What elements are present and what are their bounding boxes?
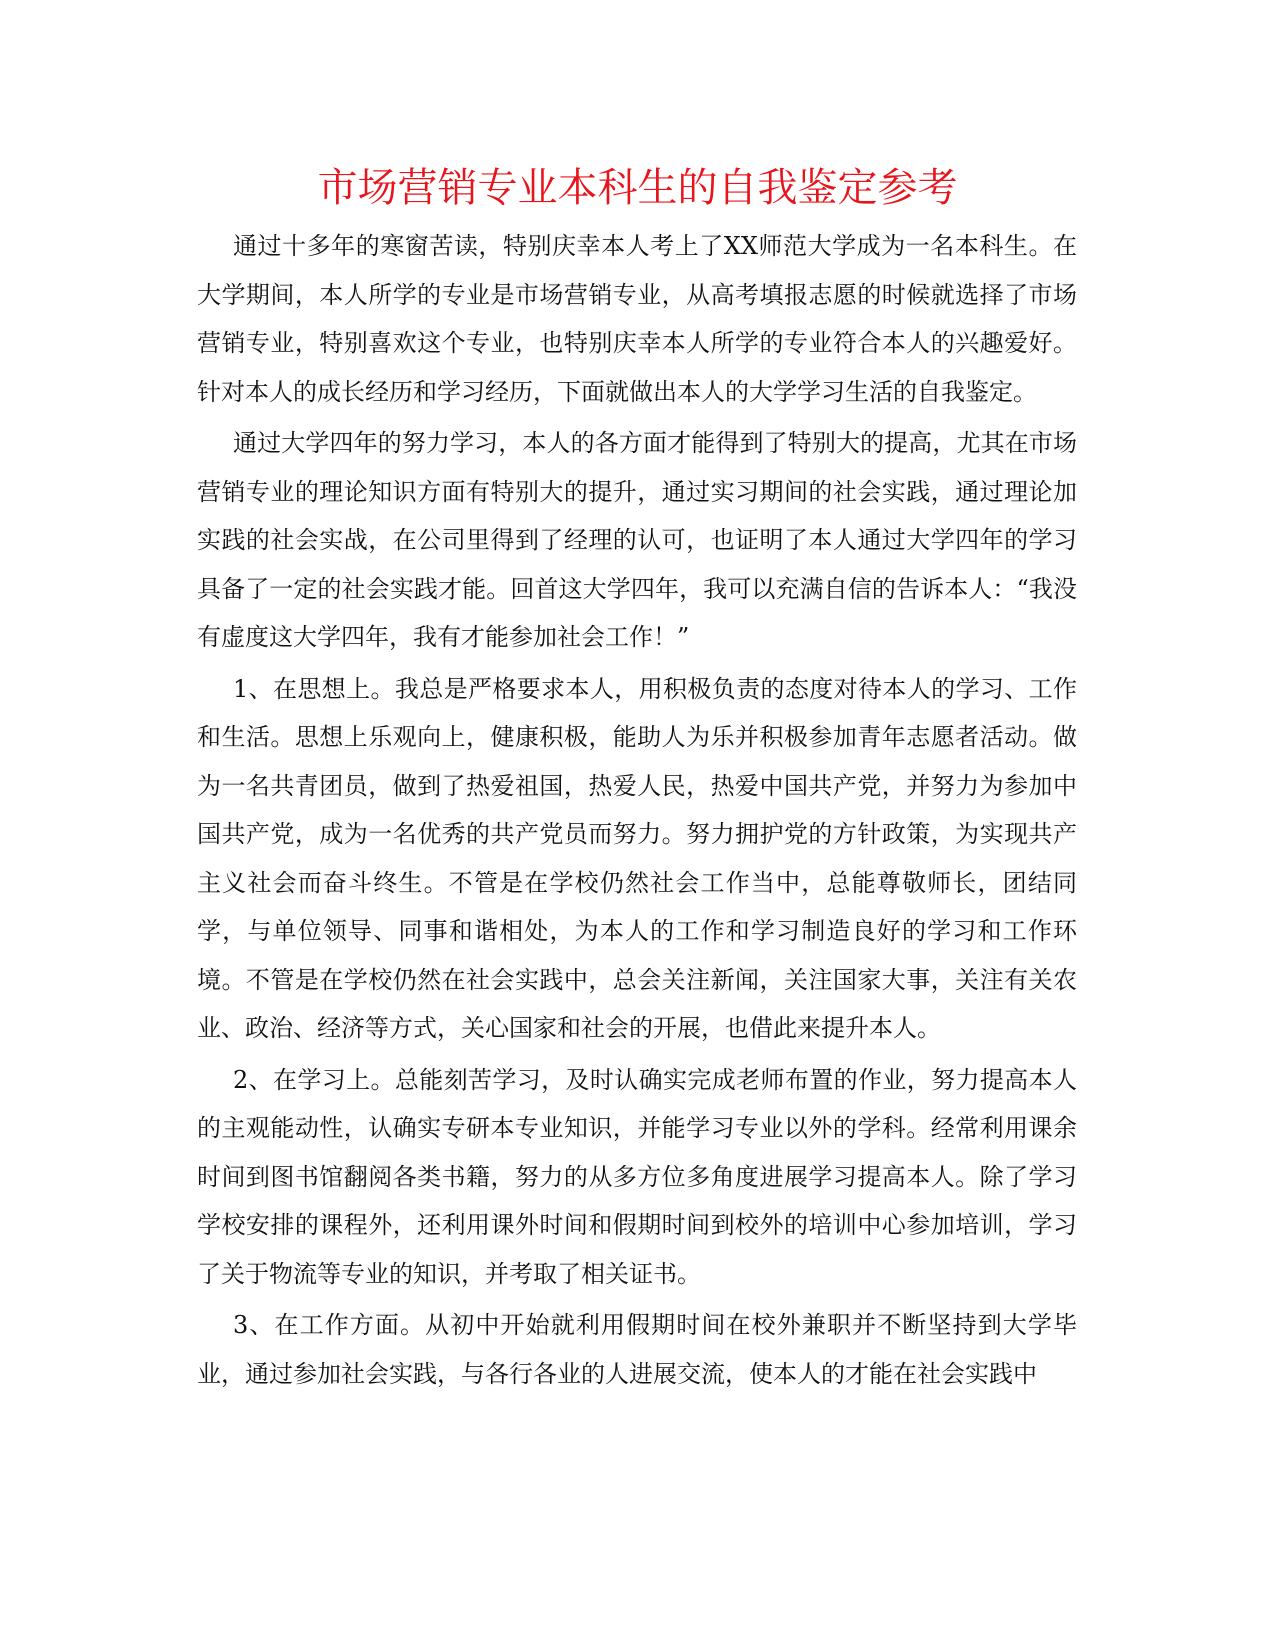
document-body bbox=[197, 222, 1077, 1398]
paragraph-work: 3、在工作方面。从初中开始就利用假期时间在校外兼职并不断坚持到大学毕业，通过参加社会实践，与各行各业的人进展交流，使本人的才能在社会实践中 bbox=[197, 1311, 1077, 1388]
paragraph-study: 2、在学习上。总能刻苦学习，及时认确实完成老师布置的作业，努力提高本人的主观能动性，认确实专研本专业知识，并能学习专业以外的学科。经常利用课余时间到图书馆翻阅各类书籍，努力的从多方位多角度进展学习提高本人。除了学习学校安排的课程外，还利用课外时间和假期时间到校外的培训中心参加培训，学习了关于物流等专业的知识，并考取了相关证书。 bbox=[197, 1065, 1077, 1288]
paragraph-intro: 通过十多年的寒窗苦读，特别庆幸本人考上了XX师范大学成为一名本科生。在大学期间，本人所学的专业是市场营销专业，从高考填报志愿的时候就选择了市场营销专业，特别喜欢这个专业，也特别庆幸本人所学的专业符合本人的兴趣爱好。针对本人的成长经历和学习经历，下面就做出本人的大学学习生活的自我鉴定。 bbox=[197, 232, 1077, 406]
document-title: 市场营销专业本科生的自我鉴定参考 bbox=[317, 165, 958, 211]
paragraph-ideology: 1、在思想上。我总是严格要求本人，用积极负责的态度对待本人的学习、工作和生活。思想上乐观向上，健康积极，能助人为乐并积极参加青年志愿者活动。做为一名共青团员，做到了热爱祖国，热爱人民，热爱中国共产党，并努力为参加中国共产党，成为一名优秀的共产党员而努力。努力拥护党的方针政策，为实现共产主义社会而奋斗终生。不管是在学校仍然社会工作当中，总能尊敬师长，团结同学，与单位领导、同事和谐相处，为本人的工作和学习制造良好的学习和工作环境。不管是在学校仍然在社会实践中，总会关注新闻，关注国家大事，关注有关农业、政治、经济等方式，关心国家和社会的开展，也借此来提升本人。 bbox=[197, 674, 1077, 1042]
paragraph-summary: 通过大学四年的努力学习，本人的各方面才能得到了特别大的提高，尤其在市场营销专业的理论知识方面有特别大的提升，通过实习期间的社会实践，通过理论加实践的社会实战，在公司里得到了经理的认可，也证明了本人通过大学四年的学习具备了一定的社会实践才能。回首这大学四年，我可以充满自信的告诉本人：“我没有虚度这大学四年，我有才能参加社会工作！” bbox=[197, 429, 1077, 651]
